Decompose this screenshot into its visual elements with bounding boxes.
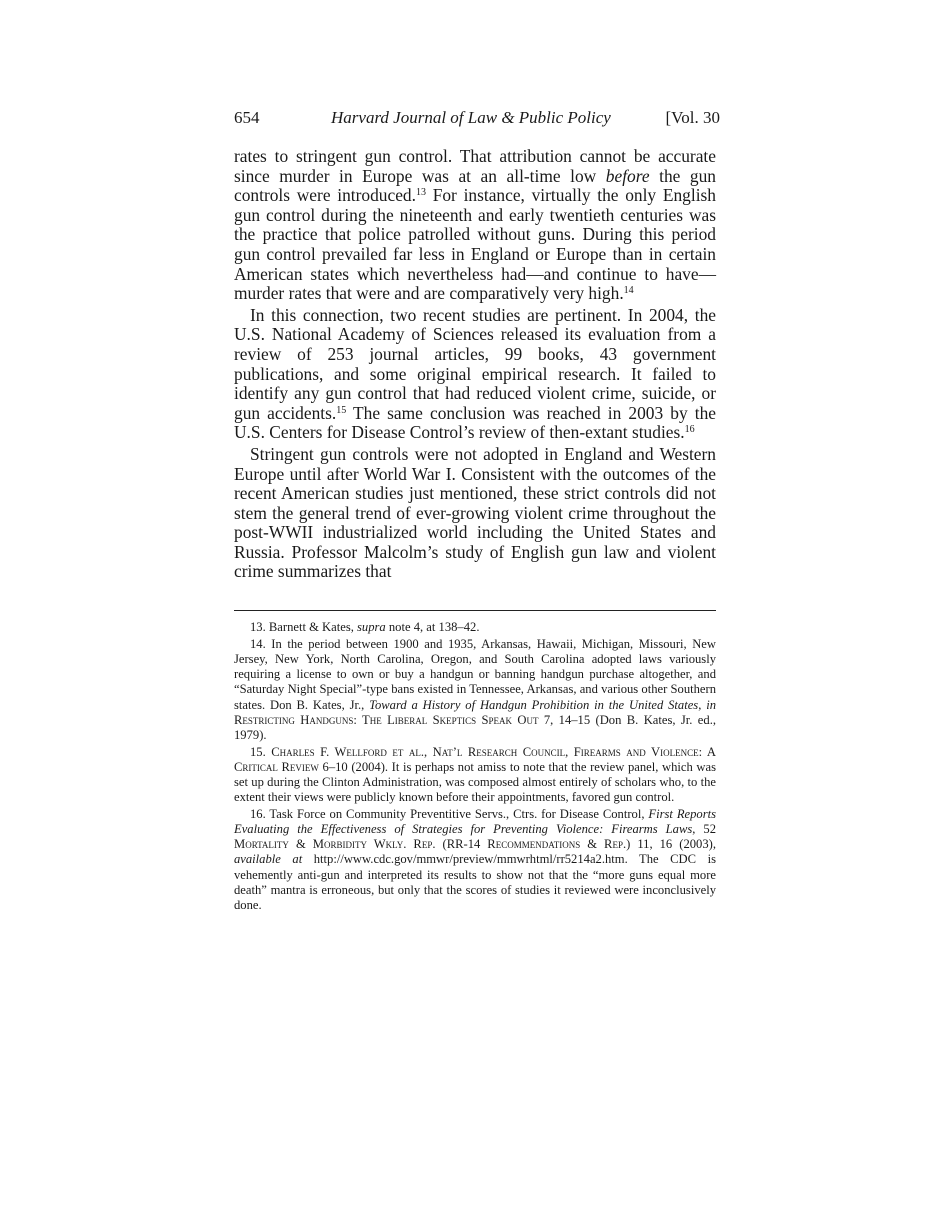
body-text: [234, 147, 716, 582]
running-header: [234, 108, 720, 132]
footnote-13: 13. Barnett & Kates, supra note 4, at 138–42.: [250, 620, 480, 635]
footnote-divider: [234, 610, 716, 611]
footnote-ref-16[interactable]: 16: [684, 424, 695, 436]
journal-title: Harvard Journal of Law & Public Policy: [331, 108, 611, 127]
cdc-url: http://www.cdc.gov/mmwr/preview/mmwrhtml/rr5214a2.htm. The CDC is vehemently anti-gun and interpreted its results to show not that the “more guns equal more death” mantra is erroneous, but only that the scores of studies it reviewed were inconclusively done.: [234, 852, 716, 912]
footnote-ref-13[interactable]: 13: [415, 187, 426, 199]
footnote-16: 16. Task Force on Community Preventitive Servs., Ctrs. for Disease Control, First Reports Evaluating the Effectiveness of Strategies for Preventing Violence: Firearms Laws, 52 Mortality & Morbidity Wkly. Rep. (RR-14 Recommendations & Rep.) 11, 16 (2003), available at http://www.cdc.gov/mmwr/preview/mmwrhtml/rr5214a2.htm. The CDC is vehemently anti-gun and interpreted its results to show not that the “more guns equal more death” mantra is erroneous, but only that the scores of studies it reviewed were inconclusively done.: [234, 807, 716, 912]
footnote-14: 14. In the period between 1900 and 1935, Arkansas, Hawaii, Michigan, Missouri, New Jersey, New York, North Carolina, Oregon, and South Carolina adopted laws variously requiring a license to own or buy a handgun or banning handgun purchase altogether, and “Saturday Night Special”-type bans existed in Tennessee, Arkansas, and various other Southern states. Don B. Kates, Jr., Toward a History of Handgun Prohibition in the United States, in Restricting Handguns: The Liberal Skeptics Speak Out 7, 14–15 (Don B. Kates, Jr. ed., 1979).: [234, 637, 716, 742]
footnote-15: 15. Charles F. Wellford et al., Nat’l Research Council, Firearms and Violence: A Critical Review 6–10 (2004). It is perhaps not amiss to note that the review panel, which was set up during the Clinton Administration, was composed almost entirely of scholars who, to the extent their views were publicly known before their appointments, favored gun control.: [234, 744, 717, 805]
page-number: 654: [234, 108, 260, 127]
document-page: [234, 108, 720, 915]
footnotes: [234, 620, 716, 913]
footnote-ref-15[interactable]: 15: [336, 404, 347, 416]
footnote-ref-14[interactable]: 14: [623, 285, 634, 297]
volume-label: [Vol. 30: [665, 108, 720, 127]
paragraph-3: Stringent gun controls were not adopted in England and Western Europe until after World War I. Consistent with the outcomes of the recent American studies just mentioned, these strict controls did not stem the general trend of ever-growing violent crime throughout the post-WWII industrialized world including the United States and Russia. Professor Malcolm’s study of English gun law and violent crime summarizes that: [234, 443, 716, 582]
paragraph-2: In this connection, two recent studies are pertinent. In 2004, the U.S. National Academy of Sciences released its evaluation from a review of 253 journal articles, 99 books, 43 government publications, and some original empirical research. It failed to identify any gun control that had reduced violent crime, suicide, or gun accidents.$^{15}$ The same conclusion was reached in 2003 by the U.S. Centers for Disease Control’s review of then-extant studies.$^{16}$: [234, 304, 716, 443]
paragraph-1: rates to stringent gun control. That attribution cannot be accurate since murder in Europe was at an all-time low before the gun controls were introduced.$^{13}$ For instance, virtually the only English gun control during the nineteenth and early twentieth centuries was the practice that police patrolled without guns. During this period gun control prevailed far less in England or Europe than in certain American states which nevertheless had—and continue to have—murder rates that were and are comparatively very high.$^{14}$: [234, 146, 716, 304]
